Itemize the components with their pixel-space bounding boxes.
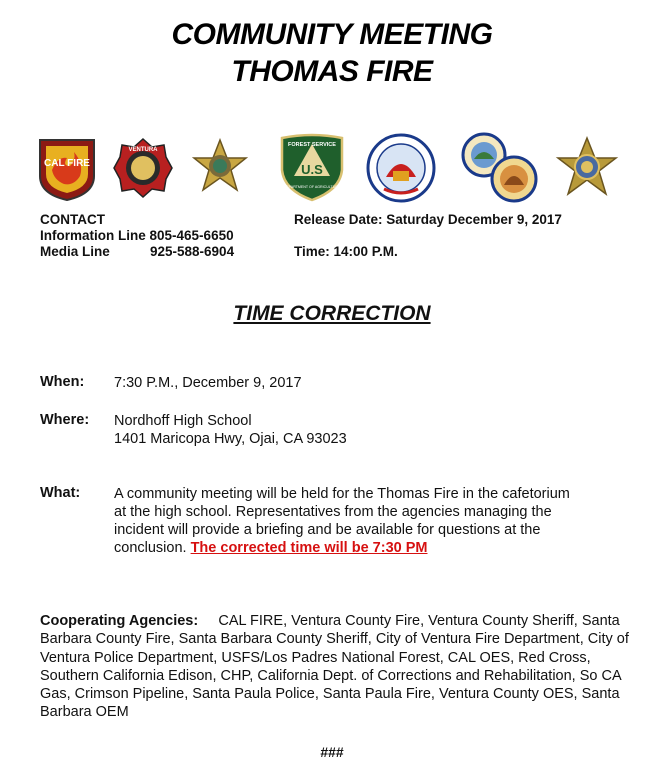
page-title-line-1: COMMUNITY MEETING — [171, 18, 493, 51]
media-line — [40, 244, 234, 260]
santa-barbara-county-fire-seal-icon — [456, 131, 542, 205]
ventura-county-fire-badge-icon — [366, 133, 436, 203]
svg-text:VENTURA: VENTURA — [128, 147, 158, 153]
where-value — [114, 412, 614, 448]
what-value — [114, 485, 584, 557]
information-line-number: 805-465-6650 — [149, 228, 234, 243]
ventura-fire-dept-badge-icon — [112, 137, 174, 199]
release-time: Time: 14:00 P.M. — [294, 244, 398, 259]
contact-heading: CONTACT — [40, 212, 105, 227]
santa-barbara-sheriff-star-icon — [554, 136, 620, 200]
correction-notice: The corrected time will be 7:30 PM — [190, 540, 428, 556]
cal-fire-badge-icon — [36, 136, 98, 202]
page-title-line-2: THOMAS FIRE — [231, 55, 433, 88]
svg-text:DEPARTMENT OF AGRICULTURE: DEPARTMENT OF AGRICULTURE — [283, 185, 341, 189]
svg-text:U.S: U.S — [301, 162, 323, 177]
section-title: TIME CORRECTION — [233, 302, 431, 325]
what-label: What: — [40, 485, 81, 501]
cooperating-agencies — [40, 612, 630, 722]
when-label: When: — [40, 374, 85, 390]
when-value: 7:30 P.M., December 9, 2017 — [114, 375, 302, 391]
media-line-label: Media Line — [40, 244, 110, 259]
where-line-1: Nordhoff High School — [114, 413, 252, 429]
contact-block — [40, 212, 234, 260]
cooperating-agencies-list: CAL FIRE, Ventura County Fire, Ventura County Sheriff, Santa Barbara County Fire, Santa Barbara County Sheriff, City of Ventura Fire Department, City of Ventura Police Department, USFS/Los Padres National Forest, CAL OES, Red Cross, Southern California Edison, CHP, California Dept. of Corrections and Rehabilitation, So CA Gas, Crimson Pipeline, Santa Paula Police, Santa Paula Fire, Ventura County OES, Santa Barbara OEM — [40, 613, 629, 721]
information-line — [40, 228, 234, 244]
information-line-label: Information Line — [40, 228, 146, 243]
where-label: Where: — [40, 412, 90, 428]
where-line-2: 1401 Maricopa Hwy, Ojai, CA 93023 — [114, 431, 347, 447]
sheriff-star-badge-icon — [190, 138, 250, 198]
media-line-number: 925-588-6904 — [150, 244, 235, 259]
svg-text:CAL FIRE: CAL FIRE — [44, 158, 90, 169]
cooperating-agencies-label: Cooperating Agencies: — [40, 613, 199, 629]
release-date: Release Date: Saturday December 9, 2017 — [294, 212, 562, 227]
end-mark: ### — [320, 744, 344, 760]
what-text: A community meeting will be held for the Thomas Fire in the cafetorium at the high school. Representatives from the agencies managing the incident will provide a briefing and be available for questions at the conclusion. — [114, 486, 570, 556]
svg-text:FOREST SERVICE: FOREST SERVICE — [288, 142, 336, 148]
release-block — [294, 212, 562, 260]
forest-service-shield-icon — [278, 132, 346, 202]
